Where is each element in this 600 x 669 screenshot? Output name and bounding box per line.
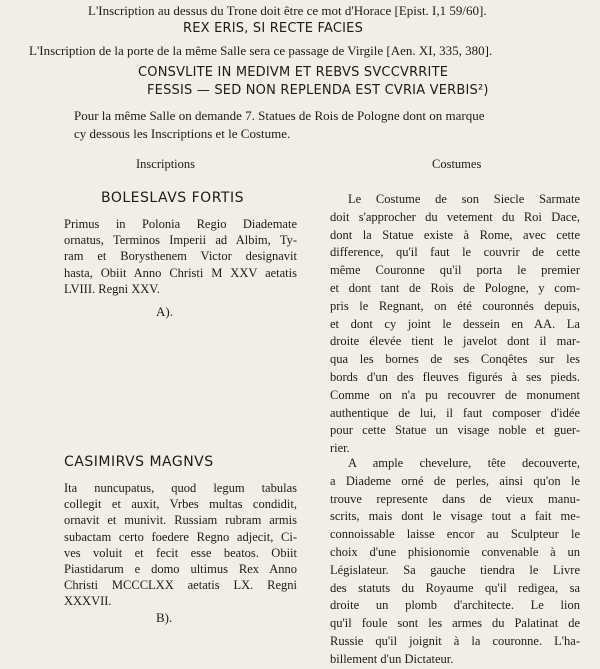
entry-a-reference: A).: [156, 304, 173, 319]
entry-a-inscription: [64, 216, 297, 297]
costume-line: difference, qu'il faut le couvrir de cette: [330, 245, 580, 260]
inscription-line: hasta, Obiit Anno Christi M XXV aetatis: [64, 265, 297, 280]
costume-line: Russie qu'il joignit à la couronne. L'ha-: [330, 633, 580, 648]
entry-a-costume: [330, 191, 580, 458]
intro-paragraph-line-2: cy dessous les Inscriptions et le Costume.: [74, 126, 291, 141]
costume-line: droite un plomb d'architecte. Le lion: [330, 598, 580, 613]
header-line-horace: L'Inscription au dessus du Trone doit être ce mot d'Horace [Epist. I,1 59/60].: [88, 3, 487, 18]
inscription-line: Primus in Polonia Regio Diademate: [64, 217, 297, 231]
header-quote-fessis: FESSIS — SED NON REPLENDA EST CVRIA VERBIS²): [147, 83, 489, 98]
costume-line: choix d'une phisionomie convenable à un: [330, 544, 580, 559]
header-line-virgile: L'Inscription de la porte de la même Salle sera ce passage de Virgile [Aen. XI, 335, 380].: [29, 43, 493, 58]
entry-a-title: BOLESLAVS FORTIS: [101, 190, 244, 206]
inscription-line: XXXVII.: [64, 594, 112, 609]
column-heading-inscriptions: Inscriptions: [136, 157, 196, 171]
costume-line: même Couronne qu'il porta le premier: [330, 263, 580, 278]
entry-b-title: CASIMIRVS MAGNVS: [64, 454, 214, 470]
costume-line: pris le Regnant, on été couronnés depuis,: [330, 298, 580, 313]
costume-line: dont la Statue existe à Rome, avec cette: [330, 227, 580, 242]
costume-line: qu'il foule sont les armes du Palatinat de: [330, 616, 580, 631]
costume-line: billement d'un Dictateur.: [330, 651, 454, 666]
header-quote-consulite: CONSVLITE IN MEDIVM ET REBVS SVCCVRRITE: [138, 65, 449, 80]
costume-line: trouve represente dans de vieux manu-: [330, 491, 580, 506]
inscription-line: ram et Borysthenem Victor designavit: [64, 249, 297, 264]
entry-b-reference: B).: [156, 610, 173, 625]
inscription-line: ornavit et munivit. Russiam rubram armis: [64, 513, 297, 528]
costume-line: qua les bornes de ses Conqêtes sur les: [330, 352, 580, 367]
entry-b-costume: [330, 455, 580, 669]
inscription-line: collegit et auxit, Vrbes multas condidit,: [64, 497, 297, 512]
costume-line: doit s'approcher du vetement du Roi Dace,: [330, 209, 580, 224]
column-heading-costumes: Costumes: [432, 157, 482, 171]
costume-line: connoissable laisse encor au Sculpteur le: [330, 527, 580, 542]
inscription-line: Christi MCCCLXX aetatis LX. Regni: [64, 578, 297, 593]
inscription-line: ves voluit et fecit esse beatos. Obiit: [64, 545, 297, 560]
costume-line: Le Costume de son Siecle Sarmate: [348, 192, 580, 206]
inscription-line: Piastidarum e domo ultimus Rex Anno: [64, 562, 297, 577]
costume-line: droite élevée tient le javelot dont il mar-: [330, 334, 580, 349]
costume-line: et dont tant de Rois de Pologne, y com-: [330, 280, 580, 295]
entry-b-inscription: [64, 480, 297, 610]
intro-paragraph-line-1: Pour la même Salle on demande 7. Statues de Rois de Pologne dont on marque: [74, 108, 485, 123]
costume-line: pour cette Statue un visage noble et guer-: [330, 423, 580, 438]
costume-line: authentique de lui, il faut composer d'idée: [330, 405, 580, 420]
inscription-line: ornatus, Terminos Imperii ad Albim, Ty-: [64, 233, 297, 248]
costume-line: bords d'un des fleuves figurés à ses pieds.: [330, 369, 580, 384]
costume-line: et dont cy joint le dessein en AA. La: [330, 316, 580, 331]
costume-line: Législateur. Sa gauche tiendra le Livre: [330, 562, 580, 577]
inscription-line: subactam certo foedere Regno adjecit, Ci-: [64, 529, 297, 544]
costume-line: A ample chevelure, tête decouverte,: [348, 456, 580, 470]
costume-line: Comme on n'a pu recouvrer de monument: [330, 387, 580, 402]
inscription-line: Ita nuncupatus, quod legum tabulas: [64, 481, 297, 495]
costume-line: scrits, mais dont le visage tout a fait me-: [330, 509, 580, 524]
inscription-line: LVIII. Regni XXV.: [64, 281, 160, 296]
costume-line: des statuts du Royaume qu'il redigea, sa: [330, 580, 580, 595]
header-quote-rex-eris: REX ERIS, SI RECTE FACIES: [183, 21, 364, 36]
costume-line: rier.: [330, 441, 350, 456]
costume-line: a Diademe orné de perles, ainsi qu'on le: [330, 473, 580, 488]
